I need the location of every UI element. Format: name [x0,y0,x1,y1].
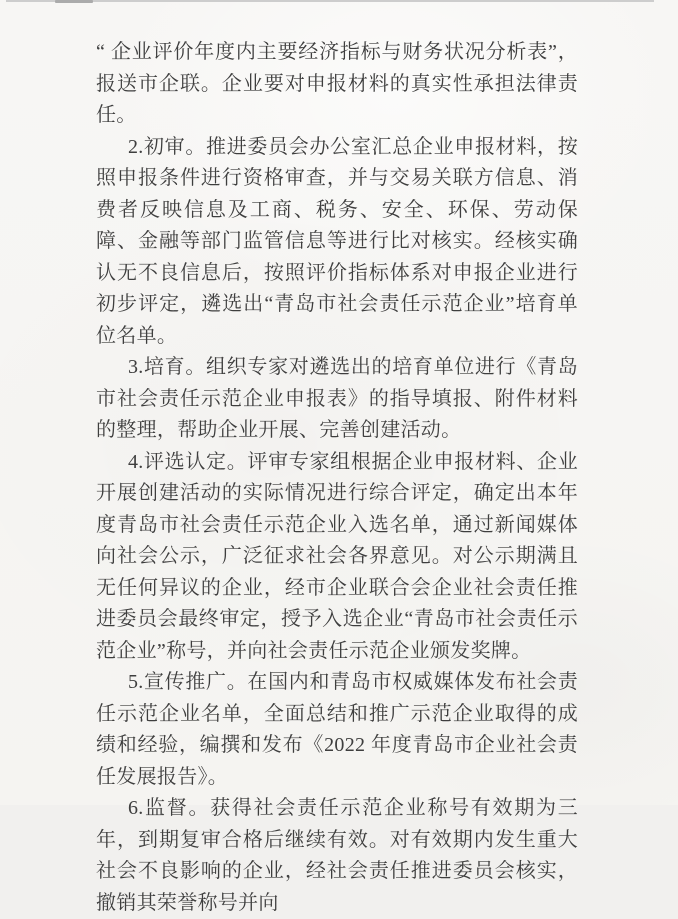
document-text-block [96,37,578,919]
paragraph-step-5-promotion: 5.宣传推广。在国内和青岛市权威媒体发布社会责任示范企业名单，全面总结和推广示范企业取得的成绩和经验，编撰和发布《2022 年度青岛市企业社会责任发展报告》。 [96,671,578,788]
paragraph-step-2-preliminary-review: 2.初审。推进委员会办公室汇总企业申报材料，按照申报条件进行资格审查，并与交易关联方信息、消费者反映信息及工商、税务、安全、环保、劳动保障、金融等部门监管信息等进行比对核实。经核实确认无不良信息后，按照评价指标体系对申报企业进行初步评定，遴选出“青岛市社会责任示范企业”培育单位名单。 [96,135,578,347]
paragraph-step-3-cultivation: 3.培育。组织专家对遴选出的培育单位进行《青岛市社会责任示范企业申报表》的指导填报、附件材料的整理，帮助企业开展、完善创建活动。 [96,356,578,441]
scan-edge-line [6,0,654,2]
scan-edge-dark-mark [55,0,93,3]
paragraph-continuation: “ 企业评价年度内主要经济指标与财务状况分析表”，报送市企联。企业要对申报材料的真实性承担法律责任。 [96,41,578,126]
paragraph-step-6-supervision: 6.监督。获得社会责任示范企业称号有效期为三年，到期复审合格后继续有效。对有效期内发生重大社会不良影响的企业，经社会责任推进委员会核实，撤销其荣誉称号并向 [96,797,578,914]
paragraph-step-4-selection-confirmation: 4.评选认定。评审专家组根据企业申报材料、企业开展创建活动的实际情况进行综合评定，确定出本年度青岛市社会责任示范企业入选名单，通过新闻媒体向社会公示，广泛征求社会各界意见。对公示期满且无任何异议的企业，经市企业联合会企业社会责任推进委员会最终审定，授予入选企业“青岛市社会责任示范企业”称号，并向社会责任示范企业颁发奖牌。 [96,450,578,662]
